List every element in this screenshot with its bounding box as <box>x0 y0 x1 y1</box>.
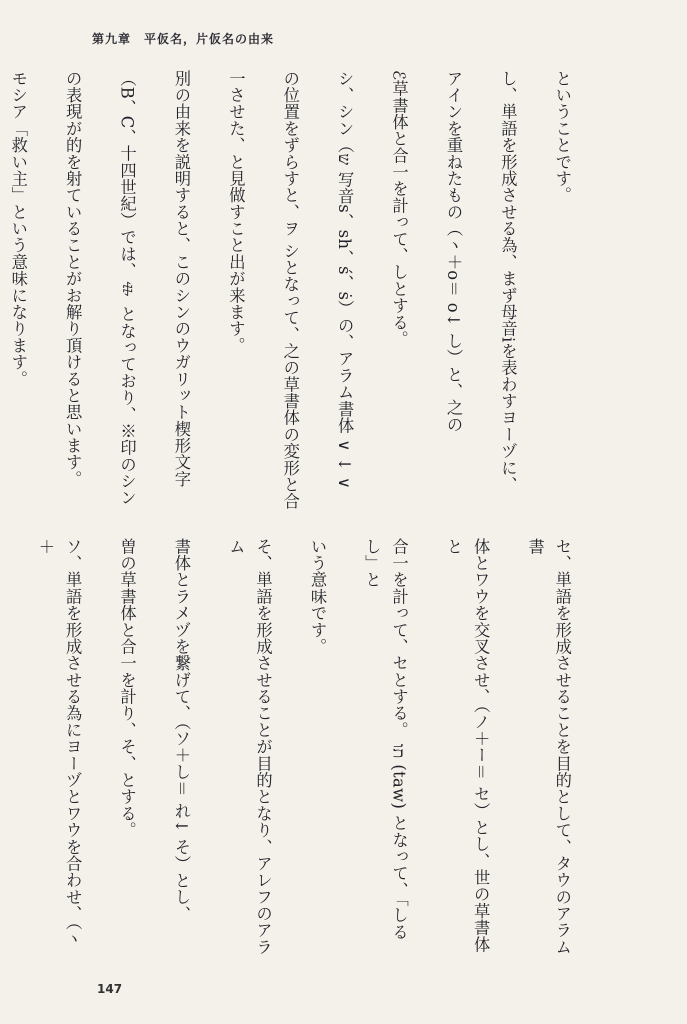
upper-text-column <box>8 70 603 510</box>
text-line: 曽の草書体と合一を計り、そ、とする。 <box>117 538 137 839</box>
lower-text-column <box>35 538 603 958</box>
text-line: の表現が的を射ていることがお解り頂けると思います。 <box>63 70 83 488</box>
text-line: 体とワウを交叉させ、（ノ＋ー＝ セ）とし、世の草書体と <box>443 538 491 953</box>
text-line: 一させた、と見做すこと出が来ます。 <box>226 70 246 354</box>
text-line: アインを重ねたもの（ヽ＋ο＝ ο↓ し）と、之の <box>443 70 463 433</box>
text-line: ということです。 <box>552 70 572 204</box>
text-line: ソ、単語を形成させる為にヨーヅとワウを合わせ、（ヽ＋ <box>35 538 83 948</box>
text-line <box>0 538 5 958</box>
text-line: 別の由来を説明すると、このシンのウガリット楔形文字 <box>171 70 191 488</box>
text-line: いう意味です。 <box>307 538 327 655</box>
page-number: 147 <box>97 982 123 996</box>
text-line: （B、C、十四世紀）では、ꑗ となっており、※印のシン <box>117 70 137 507</box>
text-line: ℰ草書体と合一を計って、しとする。 <box>389 70 409 348</box>
text-line: 書体とラメヅを繋げて、（ソ＋し＝ れ↓ そ）とし、 <box>171 538 191 923</box>
text-line: 合一を計って、セとする。 תו (taw) となって、「しるし」と <box>362 538 409 941</box>
text-line: シ、シン（ש 写音s、sh、ś、ṡ）の、アラム書体 ∨ ↓ ∨ <box>335 70 355 490</box>
text-line: そ、単語を形成させることが目的となり、アレフのアラム <box>226 538 273 956</box>
text-line: セ、単語を形成させることを目的として、タウのアラム書 <box>525 538 572 956</box>
text-line: モシア「救い主」という意味になります。 <box>8 70 28 388</box>
running-head-title: 第九章 平仮名，片仮名の由来 <box>92 32 275 46</box>
text-line: の位置をずらすと、ヲ シとなって、之の草書体の変形と合 <box>280 70 300 510</box>
text-line: し、単語を形成させる為、まず母音iを表わすヨーヅに、 <box>498 70 518 493</box>
